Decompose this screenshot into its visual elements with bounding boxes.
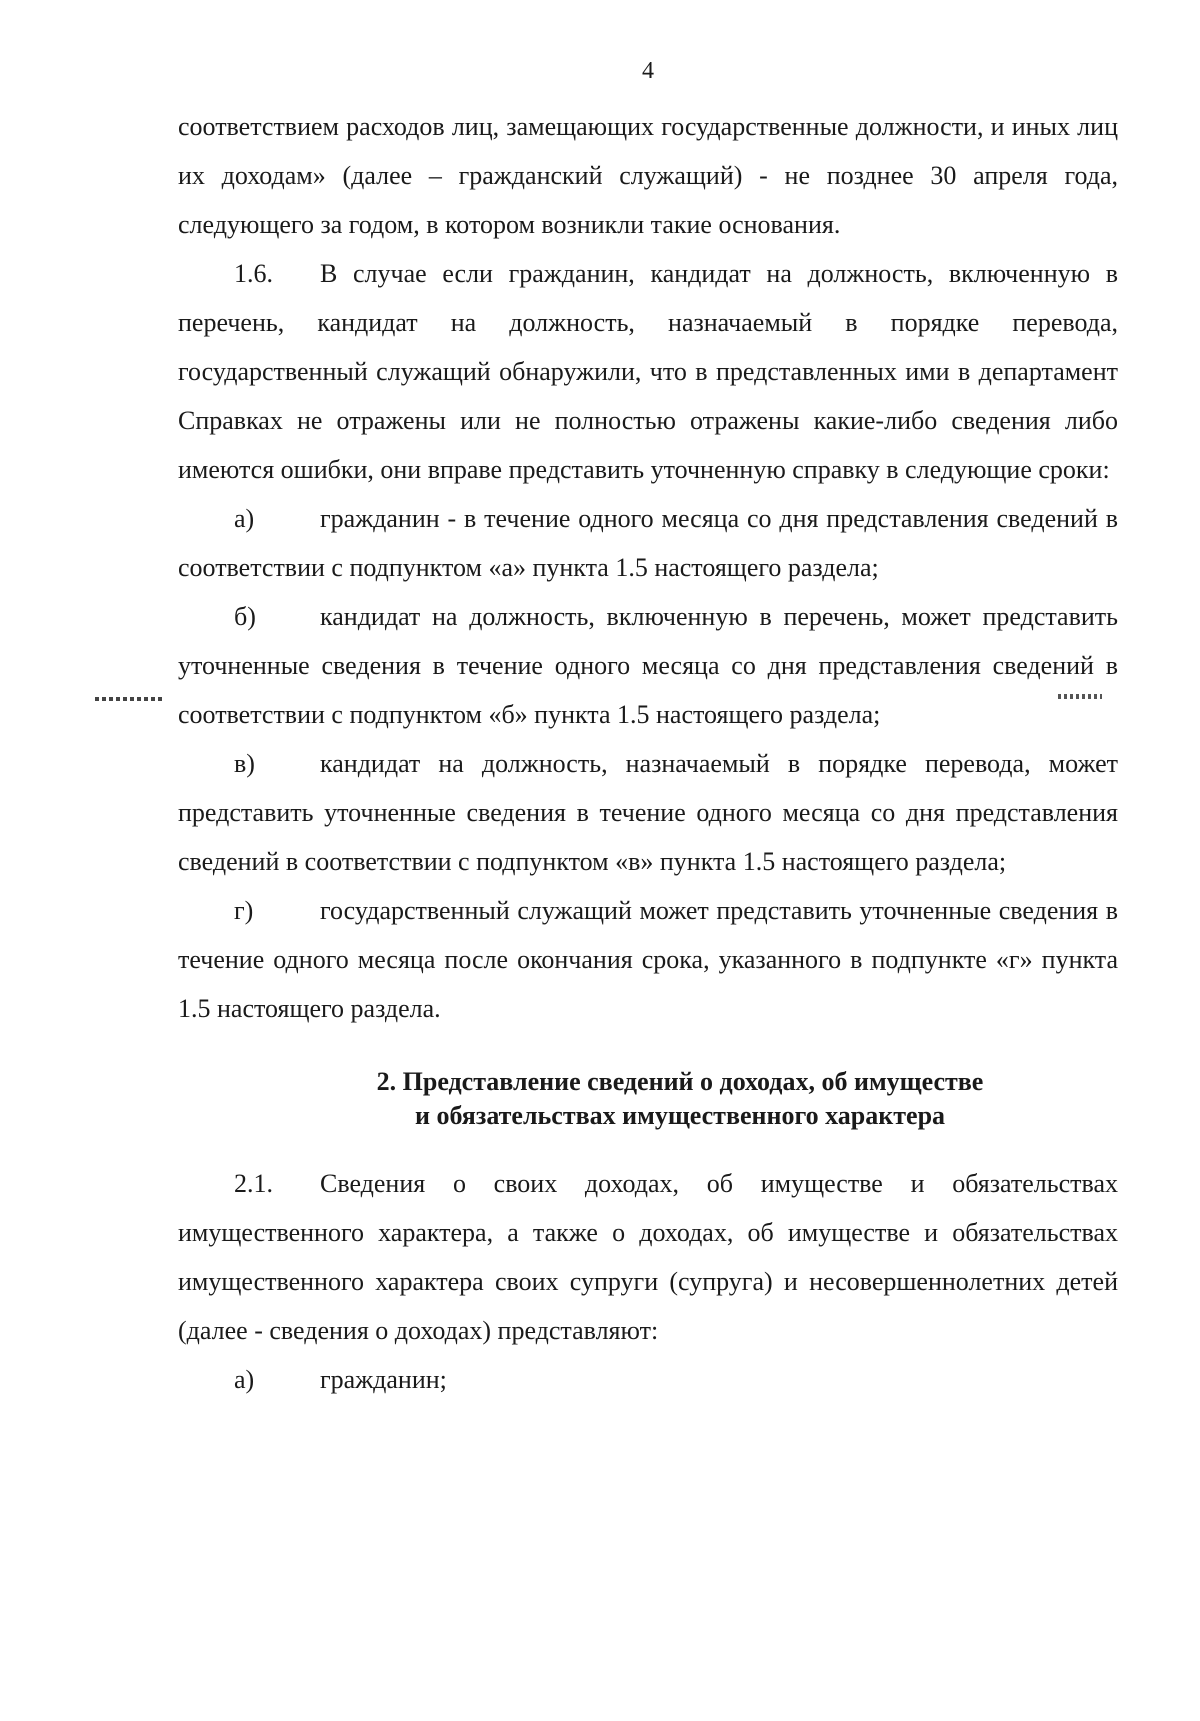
list-item-text: гражданин; bbox=[320, 1365, 447, 1394]
clause-number: 1.6. bbox=[234, 259, 273, 288]
section-heading-line: 2. Представление сведений о доходах, об имуществе bbox=[376, 1067, 984, 1096]
list-item bbox=[178, 1355, 1118, 1404]
section-heading bbox=[178, 1065, 1118, 1133]
list-item-number: в) bbox=[234, 749, 255, 778]
list-item-number: а) bbox=[234, 504, 255, 533]
clause-1-6 bbox=[178, 249, 1118, 494]
clause-text: В случае если гражданин, кандидат на должность, включенную в перечень, кандидат на должность, назначаемый в порядке перевода, государственный служащий обнаружили, что в представленных ими в департамент Справках не отражены или не полностью отражены какие-либо сведения либо имеются ошибки, они вправе представить уточненную справку в следующие сроки: bbox=[178, 259, 1118, 484]
paragraph-continuation: соответствием расходов лиц, замещающих государственные должности, и иных лиц их доходам» (далее – гражданский служащий) - не позднее 30 апреля года, следующего за годом, в котором возникли такие основания. bbox=[178, 112, 1118, 239]
page-number: 4 bbox=[642, 58, 654, 84]
list-item bbox=[178, 592, 1118, 739]
list-item bbox=[178, 886, 1118, 1033]
list-item-text: государственный служащий может представить уточненные сведения в течение одного месяца после окончания срока, указанного в подпункте «г» пункта 1.5 настоящего раздела. bbox=[178, 896, 1118, 1023]
list-item-number: г) bbox=[234, 896, 254, 925]
section-heading-line: и обязательствах имущественного характера bbox=[414, 1101, 946, 1130]
list-item bbox=[178, 739, 1118, 886]
scan-artifact bbox=[95, 697, 163, 701]
list-item-text: гражданин - в течение одного месяца со дня представления сведений в соответствии с подпунктом «а» пункта 1.5 настоящего раздела; bbox=[178, 504, 1118, 582]
list-item bbox=[178, 494, 1118, 592]
list-item-number: а) bbox=[234, 1365, 255, 1394]
clause-number: 2.1. bbox=[234, 1169, 273, 1198]
clause-text: Сведения о своих доходах, об имуществе и обязательствах имущественного характера, а также о доходах, об имуществе и обязательствах имущественного характера своих супруги (супруга) и несовершеннолетних детей (далее - сведения о доходах) представляют: bbox=[178, 1169, 1118, 1345]
list-item-text: кандидат на должность, назначаемый в порядке перевода, может представить уточненные сведения в течение одного месяца со дня представления сведений в соответствии с подпунктом «в» пункта 1.5 настоящего раздела; bbox=[178, 749, 1118, 876]
document-body bbox=[178, 102, 1118, 1404]
clause-2-1 bbox=[178, 1159, 1118, 1355]
list-item-number: б) bbox=[234, 602, 256, 631]
list-item-text: кандидат на должность, включенную в перечень, может представить уточненные сведения в течение одного месяца со дня представления сведений в соответствии с подпунктом «б» пункта 1.5 настоящего раздела; bbox=[178, 602, 1118, 729]
